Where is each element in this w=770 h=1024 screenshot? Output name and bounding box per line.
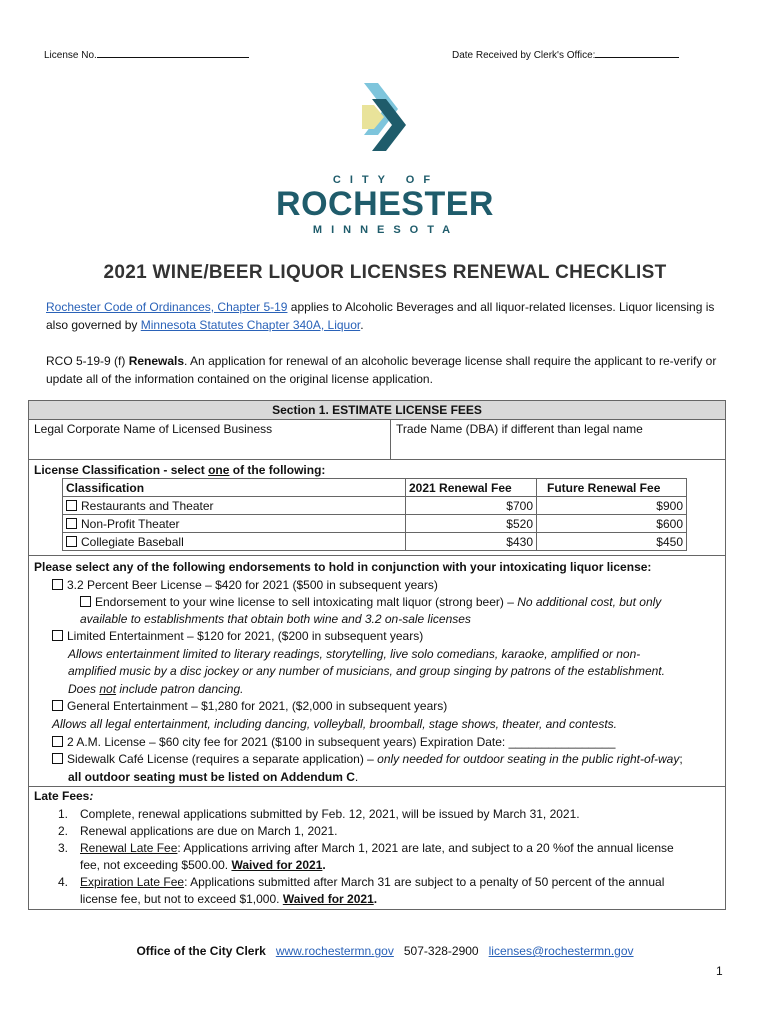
late-fees-heading (34, 788, 93, 805)
statutes-link[interactable]: Minnesota Statutes Chapter 340A, Liquor (140, 318, 361, 332)
classification-cell (63, 515, 406, 533)
checkbox[interactable] (52, 700, 63, 711)
late-fee-item (58, 806, 580, 823)
ordinance-link[interactable]: Rochester Code of Ordinances, Chapter 5-19 (46, 300, 288, 314)
limited-note-b: amplified music by a disc jockey or any number of musicians, and group singing by patrons of the establishment. (68, 664, 665, 678)
divider (29, 459, 725, 460)
date-received-field[interactable] (452, 46, 679, 61)
classification-cell (63, 497, 406, 515)
intro-text-1: applies to Alcoholic Beverages and all liquor-related licenses. Liquor licensing is also governed by (46, 300, 715, 332)
classification-prompt-one: one (208, 463, 230, 477)
beer32-label: 3.2 Percent Beer License – $420 for 2021 ($500 in subsequent years) (67, 578, 438, 592)
item-text: : Applications submitted after March 31 are subject to a penalty of 50 percent of the annual (184, 875, 665, 889)
limited-note-c2: include patron dancing. (116, 682, 244, 696)
license-no-blank[interactable] (97, 46, 249, 58)
fee-future-cell: $450 (537, 533, 687, 551)
divider (29, 786, 725, 787)
divider (29, 555, 725, 556)
item-number: 4. (58, 875, 69, 889)
item-text: Complete, renewal applications submitted by Feb. 12, 2021, will be issued by March 31, 2021. (80, 807, 580, 821)
limited-note-c (68, 681, 243, 698)
waived-label: Waived for 2021 (282, 892, 374, 906)
license-no-field[interactable] (44, 46, 249, 61)
late-fees-heading-text: Late Fees (34, 789, 90, 803)
late-fee-item (58, 874, 664, 891)
trade-name-label[interactable]: Trade Name (DBA) if different than legal name (396, 422, 643, 436)
divider (29, 419, 725, 420)
checkbox[interactable] (66, 518, 77, 529)
general-note: Allows all legal entertainment, including dancing, volleyball, broomball, stage shows, theater, and contests. (52, 717, 617, 731)
page-title: 2021 WINE/BEER LIQUOR LICENSES RENEWAL CHECKLIST (103, 262, 667, 283)
fee-2021-cell: $520 (406, 515, 537, 533)
classification-prompt-b: of the following: (229, 463, 326, 477)
item-label: Renewal Late Fee (80, 841, 178, 855)
date-received-label: Date Received by Clerk's Office: (452, 50, 596, 61)
table-row (63, 497, 687, 515)
limited-note-c1: Does (68, 682, 100, 696)
item-label: Expiration Late Fee (80, 875, 185, 889)
classification-table (62, 478, 687, 551)
sidewalk-label: Sidewalk Café License (requires a separate application) – (67, 752, 378, 766)
item-text: fee, not exceeding $500.00. (80, 858, 232, 872)
limited-note-a: Allows entertainment limited to literary readings, storytelling, live solo comedians, karaoke, amplified or non- (68, 647, 641, 661)
rco-paragraph (46, 352, 736, 388)
item-end: . (322, 858, 326, 872)
waived-label: Waived for 2021 (231, 858, 323, 872)
rochester-logo-icon (360, 83, 410, 151)
rco-prefix: RCO 5-19-9 (f) (46, 354, 129, 368)
checkbox[interactable] (52, 736, 63, 747)
checkbox[interactable] (66, 500, 77, 511)
license-no-label: License No. (44, 50, 97, 61)
logo-minnesota: MINNESOTA (312, 224, 460, 236)
fee-2021-cell: $430 (406, 533, 537, 551)
endorsement-sidewalk[interactable] (52, 751, 683, 768)
divider (390, 419, 391, 459)
checkbox[interactable] (66, 536, 77, 547)
endorsement-strong-beer[interactable] (80, 594, 661, 611)
fee-future-cell: $600 (537, 515, 687, 533)
outdoor-seating-note (68, 769, 358, 786)
footer-office: Office of the City Clerk (136, 944, 266, 958)
sidewalk-end: ; (679, 752, 683, 766)
strong-beer-label: Endorsement to your wine license to sell intoxicating malt liquor (strong beer) – (95, 595, 518, 609)
endorsement-general-ent[interactable] (52, 698, 447, 715)
strong-beer-note-a: No additional cost, but only (517, 595, 662, 609)
logo-rochester: ROCHESTER (276, 185, 494, 223)
item-end: . (373, 892, 378, 906)
classification-prompt-a: License Classification - select (34, 463, 209, 477)
late-fee-item-cont (80, 857, 326, 874)
rco-text: . An application for renewal of an alcoholic beverage license shall require the applicant to re-verify or update all of the information contained on the original license application. (46, 354, 717, 386)
checkbox[interactable] (52, 753, 63, 764)
legal-name-label[interactable]: Legal Corporate Name of Licensed Business (34, 422, 273, 436)
footer (20, 944, 750, 958)
page-number: 1 (716, 964, 723, 978)
classification-name: Collegiate Baseball (81, 534, 184, 549)
outdoor-bold-a: all outdoor seating must be listed on Addendum (68, 770, 347, 784)
fee-future-cell: $900 (537, 497, 687, 515)
late-fee-item (58, 823, 338, 840)
endorsement-two-am[interactable] (52, 734, 615, 751)
endorsement-beer32[interactable] (52, 577, 438, 594)
table-row (63, 533, 687, 551)
section1-heading: Section 1. ESTIMATE LICENSE FEES (29, 401, 725, 419)
strong-beer-note-b: available to establishments that obtain both wine and 3.2 on-sale licenses (80, 612, 471, 626)
general-ent-label: General Entertainment – $1,280 for 2021, ($2,000 in subsequent years) (67, 699, 448, 713)
limited-ent-label: Limited Entertainment – $120 for 2021, ($200 in subsequent years) (67, 629, 424, 643)
col-classification: Classification (63, 479, 406, 497)
classification-name: Restaurants and Theater (81, 498, 214, 513)
endorsement-limited-ent[interactable] (52, 628, 423, 645)
footer-email-link[interactable]: licenses@rochestermn.gov (488, 944, 634, 958)
fee-2021-cell: $700 (406, 497, 537, 515)
item-number: 3. (58, 841, 69, 855)
footer-website-link[interactable]: www.rochestermn.gov (275, 944, 394, 958)
table-row (63, 515, 687, 533)
classification-prompt (34, 462, 325, 479)
late-fees-heading-colon: : (89, 789, 94, 803)
limited-note-not: not (99, 682, 117, 696)
col-2021-fee: 2021 Renewal Fee (406, 479, 537, 497)
expiration-date-field[interactable]: ________________ (508, 735, 616, 749)
table-header-row (63, 479, 687, 497)
date-received-blank[interactable] (595, 46, 679, 58)
classification-cell (63, 533, 406, 551)
item-text: license fee, but not to exceed $1,000. (80, 892, 283, 906)
two-am-label: 2 A.M. License – $60 city fee for 2021 ($100 in subsequent years) Expiration Date: (67, 735, 509, 749)
intro-text-2: . (360, 318, 364, 332)
sidewalk-note: only needed for outdoor seating in the public right-of-way (377, 752, 680, 766)
item-text: : Applications arriving after March 1, 2021 are late, and subject to a 20 %of the annual license (177, 841, 674, 855)
checkbox[interactable] (80, 596, 91, 607)
intro-paragraph (46, 298, 736, 334)
late-fee-item-cont (80, 891, 377, 908)
endorsements-prompt: Please select any of the following endorsements to hold in conjunction with your intoxicating liquor license: (34, 560, 652, 574)
col-future-fee: Future Renewal Fee (537, 479, 687, 497)
rco-bold: Renewals (128, 354, 185, 368)
footer-phone: 507-328-2900 (403, 944, 479, 958)
logo-city-of: CITY OF (332, 174, 440, 186)
outdoor-end: . (354, 770, 359, 784)
checkbox[interactable] (52, 630, 63, 641)
late-fee-item (58, 840, 674, 857)
item-number: 2. (58, 824, 69, 838)
checkbox[interactable] (52, 579, 63, 590)
classification-name: Non-Profit Theater (81, 516, 180, 531)
item-text: Renewal applications are due on March 1, 2021. (80, 824, 338, 838)
outdoor-bold-c: C (346, 770, 355, 784)
item-number: 1. (58, 807, 69, 821)
